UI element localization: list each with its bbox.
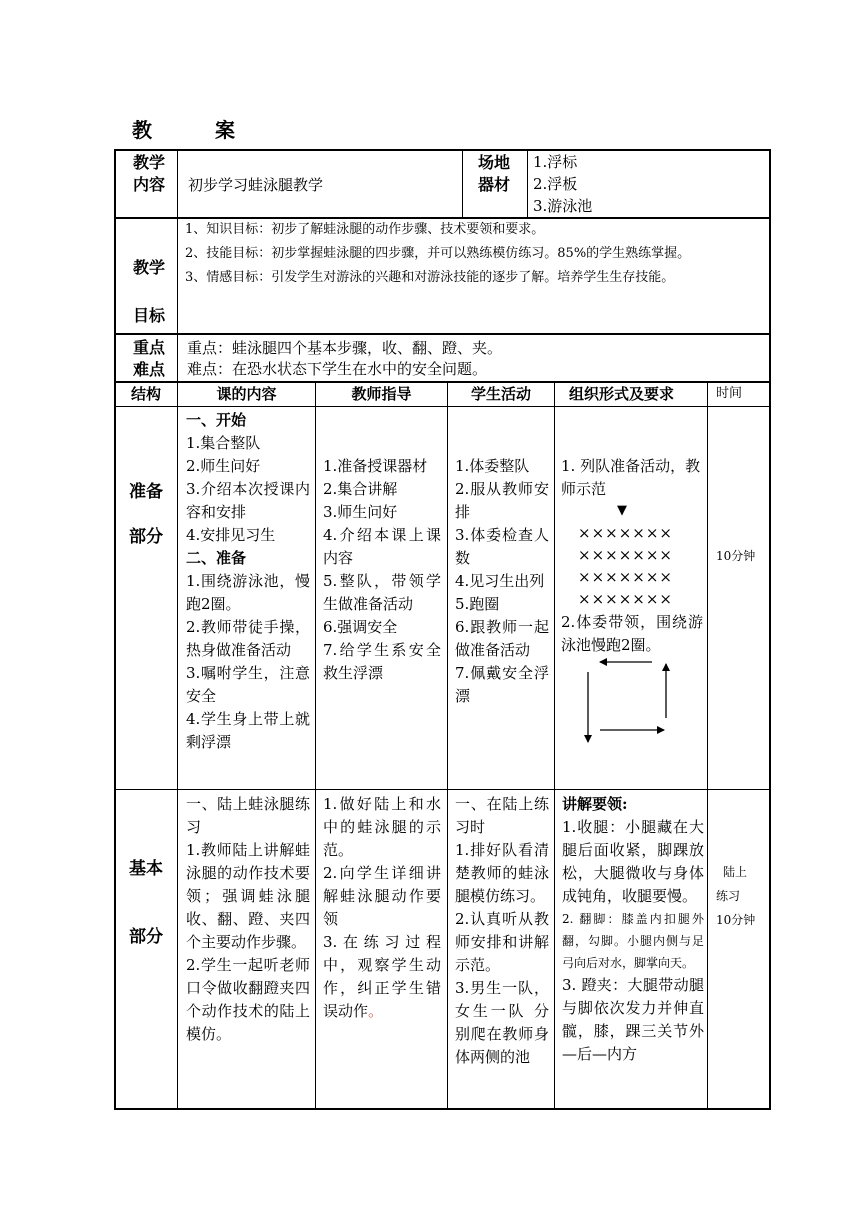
equipment-item: 3.游泳池: [533, 197, 593, 215]
prep-teacher-line: 7.给学生系安全救生浮漂: [323, 641, 441, 682]
objective-item: 2、技能目标：初步掌握蛙泳腿的四步骤，并可以熟练模仿练习。85%的学生熟练掌握。: [185, 246, 691, 261]
prep-teacher-line: 5.整队，带领学生做准备活动: [323, 572, 441, 613]
prep-teacher-line: 6.强调安全: [323, 618, 398, 636]
basic-content: [186, 793, 310, 1046]
equipment-item: 1.浮标: [533, 153, 578, 171]
formation-rows: [578, 522, 673, 610]
header-organization: 组织形式及要求: [569, 385, 675, 403]
prep-student-line: 6.跟教师一起做准备活动: [455, 618, 549, 659]
difficulty-point: 难点：在恐水状态下学生在水中的安全问题。: [187, 360, 488, 378]
prep-teacher-line: 4.介绍本课上课内容: [323, 526, 441, 567]
prep-student-line: 5.跑圈: [455, 595, 500, 613]
prep-org-step2: 2.体委带领，围绕游泳池慢跑2圈。: [561, 613, 703, 654]
basic-content-line: 一、陆上蛙泳腿练习: [186, 795, 310, 836]
objectives-label: 教学目标: [132, 258, 165, 325]
basic-student-line: 2.认真听从教师安排和讲解示范。: [455, 910, 549, 974]
basic-content-line: 1.教师陆上讲解蛙泳腿的动作技术要领；强调蛙泳腿收、翻、蹬、夹四个主要动作步骤。: [186, 841, 310, 951]
equipment-label: 场地器材: [477, 153, 510, 194]
equipment-item: 2.浮板: [533, 175, 578, 193]
red-period: 。: [368, 1002, 384, 1020]
basic-time-line: 10分钟: [716, 913, 756, 927]
header-structure: 结构: [130, 385, 161, 403]
header-time: 时间: [716, 386, 743, 401]
prep-content-line: 4.安排见习生: [186, 526, 276, 544]
formation-marker: ▼: [617, 503, 627, 518]
prep-content-line: 2.师生问好: [186, 457, 261, 475]
prep-content-line: 1.围绕游泳池，慢跑2圈。: [186, 572, 310, 613]
page-title: 教 案: [132, 118, 263, 142]
objectives-list: [185, 218, 767, 290]
formation-row: ×××××××: [578, 524, 673, 542]
basic-teacher: [323, 793, 441, 1023]
basic-label: 基本部分: [129, 859, 163, 947]
objective-item: 1、知识目标：初步了解蛙泳腿的动作步骤、技术要领和要求。: [185, 222, 545, 237]
basic-content-line: 2.学生一起听老师口令做收翻蹬夹四个动作技术的陆上模仿。: [186, 956, 310, 1043]
header-content: 课的内容: [216, 385, 277, 403]
prep-teacher: [323, 455, 441, 685]
header-teacher: 教师指导: [351, 385, 412, 403]
basic-time-line: 练习: [716, 889, 741, 903]
prep-content: [186, 409, 310, 754]
prep-content-line: 3.嘱咐学生，注意安全: [186, 664, 310, 705]
running-route-diagram: [570, 650, 680, 750]
content-label: 教学内容: [132, 153, 165, 194]
prep-content-line: 2.教师带徒手操，热身做准备活动: [186, 618, 310, 659]
formation-row: ×××××××: [578, 546, 673, 564]
formation-row: ×××××××: [578, 568, 673, 586]
prep-student: [455, 455, 549, 708]
basic-teacher-line: 3.在练习过程中，观察学生动作，纠正学生错误动作。: [323, 933, 441, 1020]
basic-org-line: 2. 翻脚：膝盖内扣腿外翻，勾脚。小腿内侧与足弓向后对水，脚掌向天。: [562, 912, 704, 970]
prep-student-line: 1.体委整队: [455, 457, 530, 475]
prep-student-line: 2.服从教师安排: [455, 480, 549, 521]
equipment-list: [533, 151, 592, 217]
prep-student-line: 4.见习生出列: [455, 572, 545, 590]
prep-content-line: 二、准备: [186, 549, 247, 567]
basic-student-line: 一、在陆上练习时: [455, 795, 549, 836]
prep-content-line: 4.学生身上带上就剩浮漂: [186, 710, 310, 751]
prep-teacher-line: 1.准备授课器材: [323, 457, 428, 475]
basic-student-line: 3.男生一队，女生一队 分别爬在教师身体两侧的池: [455, 979, 549, 1066]
header-student: 学生活动: [470, 385, 531, 403]
prep-student-line: 7.佩戴安全浮漂: [455, 664, 549, 705]
formation-row: ×××××××: [578, 590, 673, 608]
key-points-label: 重点难点: [132, 338, 165, 379]
prep-content-line: 1.集合整队: [186, 434, 261, 452]
prep-org-step1: 1. 列队准备活动，教师示范: [561, 457, 701, 498]
prep-teacher-line: 3.师生问好: [323, 503, 398, 521]
prep-content-line: 3.介绍本次授课内容和安排: [186, 480, 310, 521]
key-point: 重点：蛙泳腿四个基本步骤，收、翻、蹬、夹。: [187, 339, 503, 357]
basic-student: [455, 793, 549, 1069]
content-value: 初步学习蛙泳腿教学: [188, 176, 324, 194]
prep-time: 10分钟: [716, 549, 756, 563]
basic-org-line: 3. 蹬夹：大腿带动腿与脚依次发力并伸直髋，膝，踝三关节外—后—内方: [562, 976, 704, 1063]
objective-item: 3、情感目标：引发学生对游泳的兴趣和对游泳技能的逐步了解。培养学生生存技能。: [185, 270, 675, 285]
basic-time-line: 陆上: [723, 865, 748, 879]
basic-org-title: 讲解要领:: [562, 795, 628, 813]
prep-teacher-line: 2.集合讲解: [323, 480, 398, 498]
basic-time: [716, 860, 755, 932]
basic-organization: [562, 793, 704, 1066]
prep-label: 准备部分: [129, 482, 163, 547]
prep-student-line: 3.体委检查人数: [455, 526, 549, 567]
prep-content-line: 一、开始: [186, 411, 247, 429]
basic-org-line: 1.收腿：小腿藏在大腿后面收紧，脚踝放松，大腿微收与身体成钝角，收腿要慢。: [562, 818, 704, 905]
basic-student-line: 1.排好队看清楚教师的蛙泳腿模仿练习。: [455, 841, 549, 905]
basic-teacher-line: 1.做好陆上和水中的蛙泳腿的示范。: [323, 795, 441, 859]
basic-teacher-line: 2.向学生详细讲解蛙泳腿动作要领: [323, 864, 441, 928]
